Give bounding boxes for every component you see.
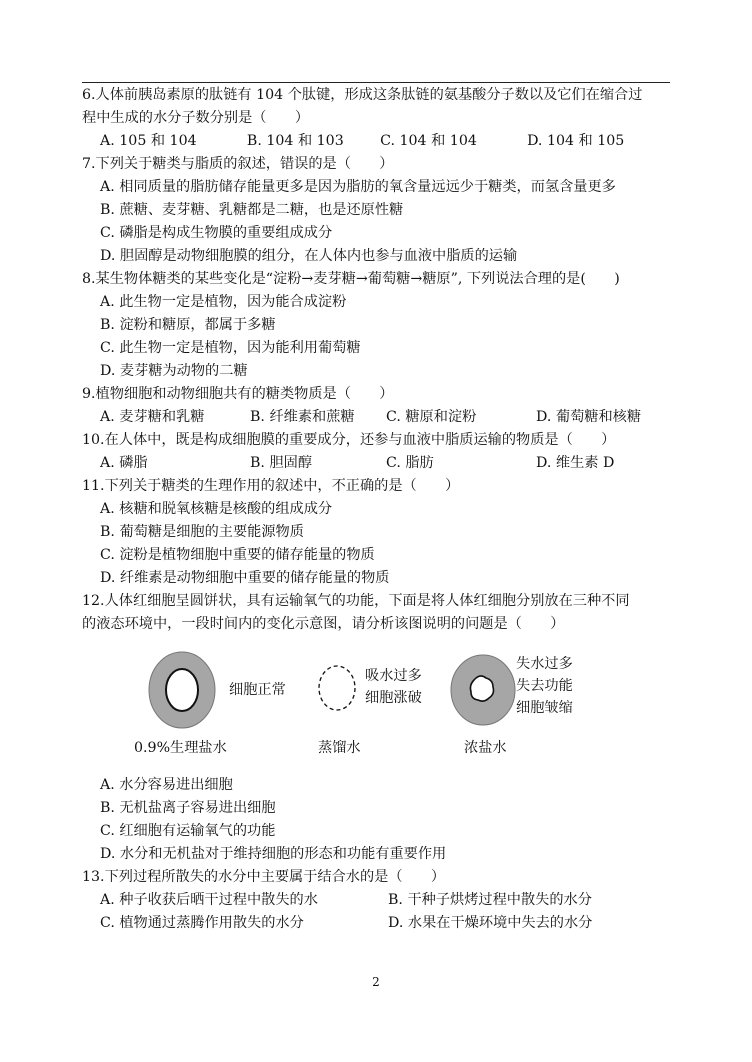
saline-label: 0.9%生理盐水: [134, 740, 227, 756]
q9-option-c: C. 糖原和淀粉: [386, 409, 477, 425]
q6-stem-line2: 程中生成的水分子数分别是（ ）: [82, 110, 310, 126]
q10-option-a: A. 磷脂: [100, 455, 148, 471]
shrunken-cell-label-1: 失水过多: [516, 656, 573, 672]
q11-option-d: D. 纤维素是动物细胞中重要的储存能量的物质: [100, 570, 390, 586]
shrunken-cell-label-3: 细胞皱缩: [516, 700, 573, 716]
q8-option-b: B. 淀粉和糖原，都属于多糖: [100, 317, 276, 333]
q6-option-c: C. 104 和 104: [380, 133, 477, 149]
q9-option-b: B. 纤维素和蔗糖: [250, 409, 355, 425]
q7-option-a: A. 相同质量的脂肪储存能量更多是因为脂肪的氧含量远远少于糖类，而氢含量更多: [100, 179, 616, 195]
q8-stem: 8.某生物体糖类的某些变化是“淀粉→麦芽糖→葡萄糖→糖原”, 下列说法合理的是( ): [82, 271, 620, 287]
q7-option-c: C. 磷脂是构成生物膜的重要组成成分: [100, 225, 333, 241]
q8-option-d: D. 麦芽糖为动物的二糖: [100, 363, 248, 379]
q12-option-c: C. 红细胞有运输氧气的功能: [100, 823, 276, 839]
exam-page: [82, 84, 674, 935]
concentrated-saline-label: 浓盐水: [464, 740, 507, 756]
q10-option-c: C. 脂肪: [386, 455, 434, 471]
q7-option-d: D. 胆固醇是动物细胞膜的组分，在人体内也参与血液中脂质的运输: [100, 248, 518, 264]
q9-option-d: D. 葡萄糖和核糖: [536, 409, 642, 425]
q6-option-b: B. 104 和 103: [246, 133, 344, 149]
q12-stem-line2: 的液态环境中，一段时间内的变化示意图，请分析该图说明的问题是（ ）: [82, 616, 565, 632]
q13-option-a: A. 种子收获后晒干过程中散失的水: [100, 892, 318, 908]
header-rule: [82, 82, 670, 83]
q12-stem-line1: 12.人体红细胞呈圆饼状，具有运输氧气的功能，下面是将人体红细胞分别放在三种不同: [82, 593, 630, 609]
q7-option-b: B. 蔗糖、麦芽糖、乳糖都是二糖，也是还原性糖: [100, 202, 404, 218]
q10-option-b: B. 胆固醇: [250, 455, 313, 471]
q13-option-c: C. 植物通过蒸腾作用散失的水分: [100, 915, 304, 931]
page-number: 2: [372, 975, 380, 989]
q6-option-a: A. 105 和 104: [100, 133, 197, 149]
burst-cell-label-2: 细胞涨破: [365, 690, 422, 706]
q6-stem-line1: 6.人体前胰岛素原的肽链有 104 个肽键，形成这条肽链的氨基酸分子数以及它们在缩合过: [82, 87, 643, 103]
burst-cell-icon: [319, 666, 355, 710]
q11-option-a: A. 核糖和脱氧核糖是核酸的组成成分: [100, 501, 333, 517]
q11-option-b: B. 葡萄糖是细胞的主要能源物质: [100, 524, 304, 540]
q12-option-a: A. 水分容易进出细胞: [100, 777, 233, 793]
shrunken-cell-icon: [451, 655, 515, 725]
q8-option-a: A. 此生物一定是植物，因为能合成淀粉: [100, 294, 347, 310]
q13-option-b: B. 干种子烘烤过程中散失的水分: [388, 892, 592, 908]
shrunken-cell-label-2: 失去功能: [516, 678, 573, 694]
burst-cell-label-1: 吸水过多: [365, 668, 422, 684]
q8-option-c: C. 此生物一定是植物，因为能利用葡萄糖: [100, 340, 361, 356]
q9-stem: 9.植物细胞和动物细胞共有的糖类物质是（ ）: [82, 386, 394, 402]
q13-options-row1: [82, 889, 674, 912]
q13-options-row2: [82, 912, 674, 935]
q6-options: [82, 130, 674, 153]
red-blood-cell-figure: [82, 644, 674, 774]
q12-option-b: B. 无机盐离子容易进出细胞: [100, 800, 276, 816]
q7-stem: 7.下列关于糖类与脂质的叙述，错误的是（ ）: [82, 156, 394, 172]
q10-options: [82, 452, 674, 475]
normal-cell-label: 细胞正常: [229, 682, 286, 698]
q13-stem: 13.下列过程所散失的水分中主要属于结合水的是（ ）: [82, 869, 446, 885]
normal-cell-icon: [149, 652, 215, 728]
q10-stem: 10.在人体中，既是构成细胞膜的重要成分，还参与血液中脂质运输的物质是（ ）: [82, 432, 616, 448]
q10-option-d: D. 维生素 D: [536, 455, 615, 471]
q6-option-d: D. 104 和 105: [527, 133, 625, 149]
distilled-water-label: 蒸馏水: [318, 740, 361, 756]
q9-options: [82, 406, 674, 429]
q12-option-d: D. 水分和无机盐对于维持细胞的形态和功能有重要作用: [100, 846, 447, 862]
q11-stem: 11.下列关于糖类的生理作用的叙述中，不正确的是（ ）: [82, 478, 460, 494]
q9-option-a: A. 麦芽糖和乳糖: [100, 409, 205, 425]
q13-option-d: D. 水果在干燥环境中失去的水分: [388, 915, 593, 931]
q11-option-c: C. 淀粉是植物细胞中重要的储存能量的物质: [100, 547, 375, 563]
